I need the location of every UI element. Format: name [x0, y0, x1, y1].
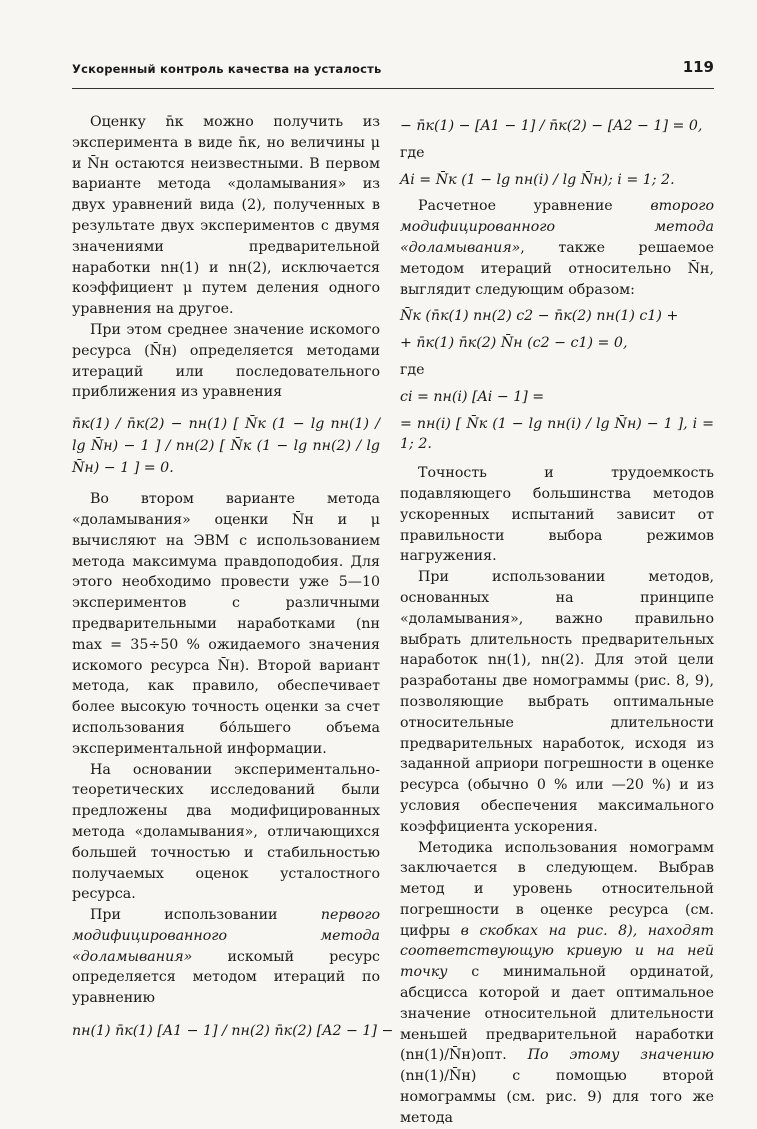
equation-3-line-1 [400, 306, 714, 327]
equation-text: = nн(i) [ N̄к (1 − lg nн(i) / lg N̄н) − 1 ], i = 1; 2. [400, 415, 714, 453]
equation-4-line-2 [400, 414, 714, 456]
equation-text: n̄к(1) / n̄к(2) − nн(1) [ N̄к (1 − lg nн(1) / lg N̄н) − 1 ] / nн(2) [ N̄к (1 − lg nн(2) / lg N̄н) − 1 ] = 0. [72, 416, 380, 477]
equation-ai [400, 170, 714, 191]
equation-1 [72, 413, 380, 479]
text-span: Расчетное уравнение [418, 198, 651, 215]
where-label: где [400, 144, 425, 161]
equation-text: − n̄к(1) − [A1 − 1] / n̄к(2) − [A2 − 1] = 0, [400, 118, 703, 134]
text-span: искомый ресурс определяется методом итераций по уравнению [72, 948, 380, 1007]
italic-span: первого модифицированного метода «доламывания» [72, 907, 380, 965]
italic-span: в скобках на рис. 8), находят соответствующую кривую и на ней точку [400, 922, 714, 981]
paragraph [400, 838, 714, 1129]
text-span: , также решаемое методом итераций относительно N̄н, выглядит следующим образом: [400, 239, 714, 298]
where-label: где [400, 361, 425, 378]
paragraph [400, 196, 714, 300]
equation-text: N̄к (n̄к(1) nн(2) c2 − n̄к(2) nн(1) c1) + [400, 308, 679, 325]
equation-4-line-1 [400, 387, 714, 408]
equation-text: nн(1) n̄к(1) [A1 − 1] / nн(2) n̄к(2) [A2 − 1] − [72, 1023, 394, 1040]
paragraph: Точность и трудоемкость подавляющего большинства методов ускоренных испытаний зависит от правильности выбора режимов нагружения. [400, 465, 714, 565]
paragraph: На основании экспериментально-теоретических исследований были предложены два модифицированных метода «доламывания», отличающихся большей точностью и стабильностью получаемых оценок усталостного ресурса. [72, 761, 380, 903]
equation-2-end [400, 116, 714, 137]
equation-text: + n̄к(1) n̄к(2) N̄н (c2 − c1) = 0, [400, 335, 628, 352]
text-span: Методика использования номограмм заключается в следующем. Выбрав метод и уровень относительной погрешности в оценке ресурса (см. цифры [400, 839, 714, 939]
right-column [400, 112, 714, 1129]
page-number: 119 [682, 58, 714, 76]
paragraph: При этом среднее значение искомого ресурса (N̄н) определяется методами итераций или последовательного приближения из уравнения [72, 321, 380, 401]
equation-2-start [72, 1021, 394, 1042]
text-span: При использовании [90, 907, 321, 924]
running-title: Ускоренный контроль качества на усталость [72, 62, 382, 76]
italic-span: второго модифицированного метода «доламывания» [400, 198, 714, 256]
equation-3-line-2 [400, 333, 714, 354]
header-rule [72, 88, 714, 89]
paragraph: Во втором варианте метода «доламывания» оценки N̄н и μ вычисляют на ЭВМ с использованием метода максимума правдоподобия. Для этого необходимо провести уже 5—10 экспериментов с различными предварительными наработками (nн max = 35÷50 % ожидаемого значения искомого ресурса N̄н). Второй вариант метода, как правило, обеспечивает более высокую точность оценки за счет использования бо́льшего объема экспериментальной информации. [72, 491, 380, 757]
running-header [72, 58, 714, 82]
equation-text: ci = nн(i) [Ai − 1] = [400, 388, 545, 405]
paragraph: При использовании методов, основанных на принципе «доламывания», важно правильно выбрать длительность предварительных наработок nн(1), nн(2). Для этой цели разработаны две номограммы (рис. 8, 9), позволяющие выбрать оптимальные относительные длительности предварительных наработок, исходя из заданной априори погрешности в оценке ресурса (обычно 0 % или —20 %) и из условия обеспечения максимального коэффициента ускорения. [400, 569, 714, 835]
paragraph [72, 905, 380, 1009]
text-span: (nн(1)/N̄н) с помощью второй номограммы (см. рис. 9) для того же метода [400, 1068, 714, 1126]
equation-text: Ai = N̄к (1 − lg nн(i) / lg N̄н); i = 1; 2. [400, 171, 675, 188]
text-span: с минимальной ординатой, абсцисса которой и дает оптимальное значение относительной длительности меньшей предварительной наработки (nн(1)/N̄н)опт. [400, 964, 714, 1064]
paragraph: Оценку n̄к можно получить из эксперимента в виде n̄к, но величины μ и N̄н остаются неизвестными. В первом варианте метода «доламывания» из двух уравнений вида (2), полученных в результате двух экспериментов с двумя значениями предварительной наработки nн(1) и nн(2), исключается коэффициент μ путем деления одного уравнения на другое. [72, 114, 380, 318]
italic-span: По этому значению [527, 1047, 714, 1064]
left-column [72, 112, 394, 1048]
